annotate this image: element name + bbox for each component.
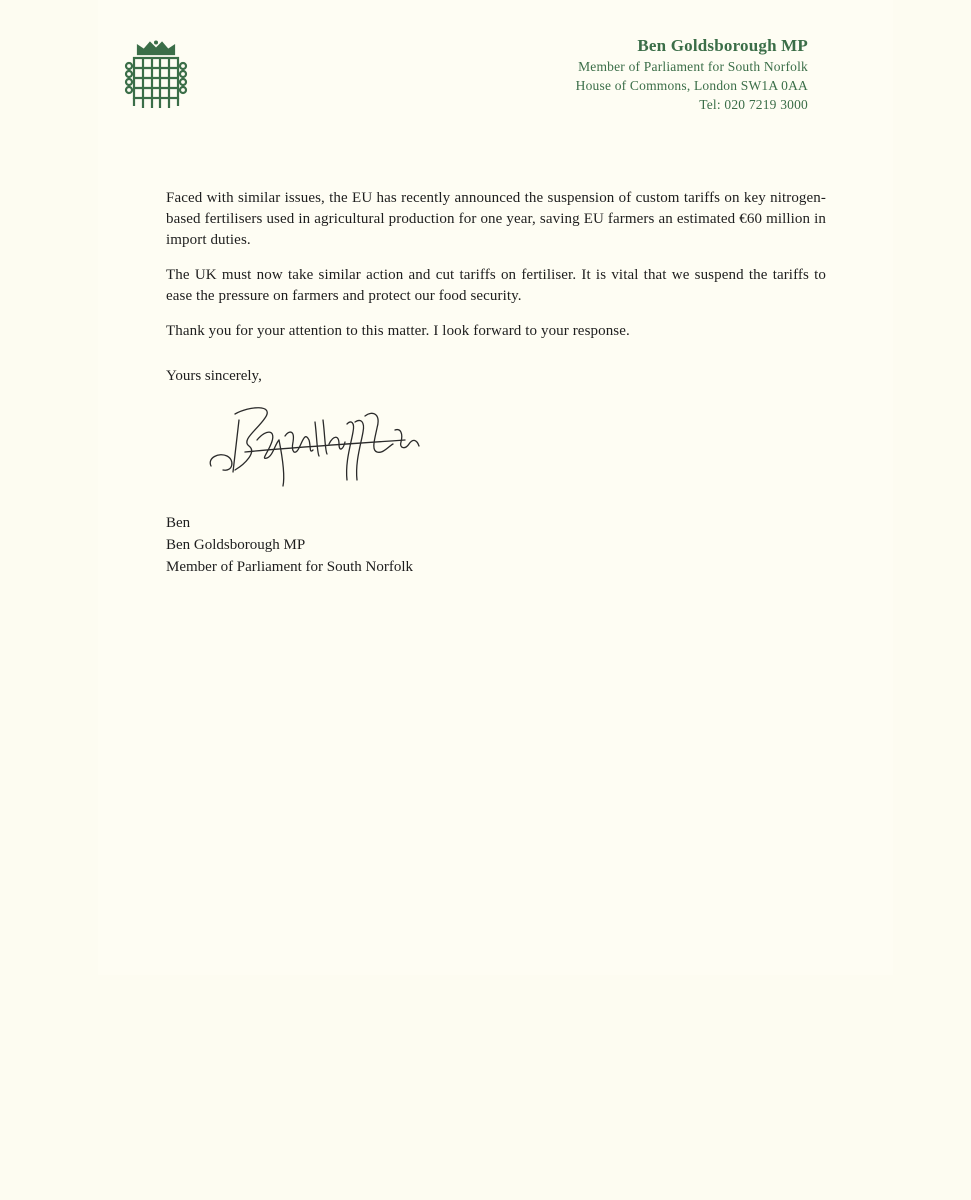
letterhead-role: Member of Parliament for South Norfolk [578, 59, 808, 74]
signer-full-name: Ben Goldsborough MP [166, 537, 306, 553]
portcullis-emblem-icon [124, 40, 188, 110]
signer-first-name: Ben [166, 515, 191, 531]
letterhead-name: Ben Goldsborough MP [637, 36, 808, 55]
body-paragraph: Thank you for your attention to this matter. I look forward to your response. [166, 323, 630, 339]
letterhead [576, 35, 808, 114]
closing-salutation: Yours sincerely, [166, 368, 262, 384]
body-paragraph: Faced with similar issues, the EU has recently announced the suspension of custom tariffs on key nitrogen-based fertilisers used in agricultural production for one year, saving EU farmers an estimated €60 million in import duties. [166, 190, 826, 248]
letterhead-phone: Tel: 020 7219 3000 [699, 97, 808, 112]
handwritten-signature-icon [205, 400, 445, 490]
letterhead-address: House of Commons, London SW1A 0AA [575, 78, 808, 93]
signature-block [166, 512, 413, 578]
signer-title: Member of Parliament for South Norfolk [166, 559, 414, 575]
letter-body [166, 188, 826, 356]
body-paragraph: The UK must now take similar action and cut tariffs on fertiliser. It is vital that we suspend the tariffs to ease the pressure on farmers and protect our food security. [166, 267, 826, 304]
